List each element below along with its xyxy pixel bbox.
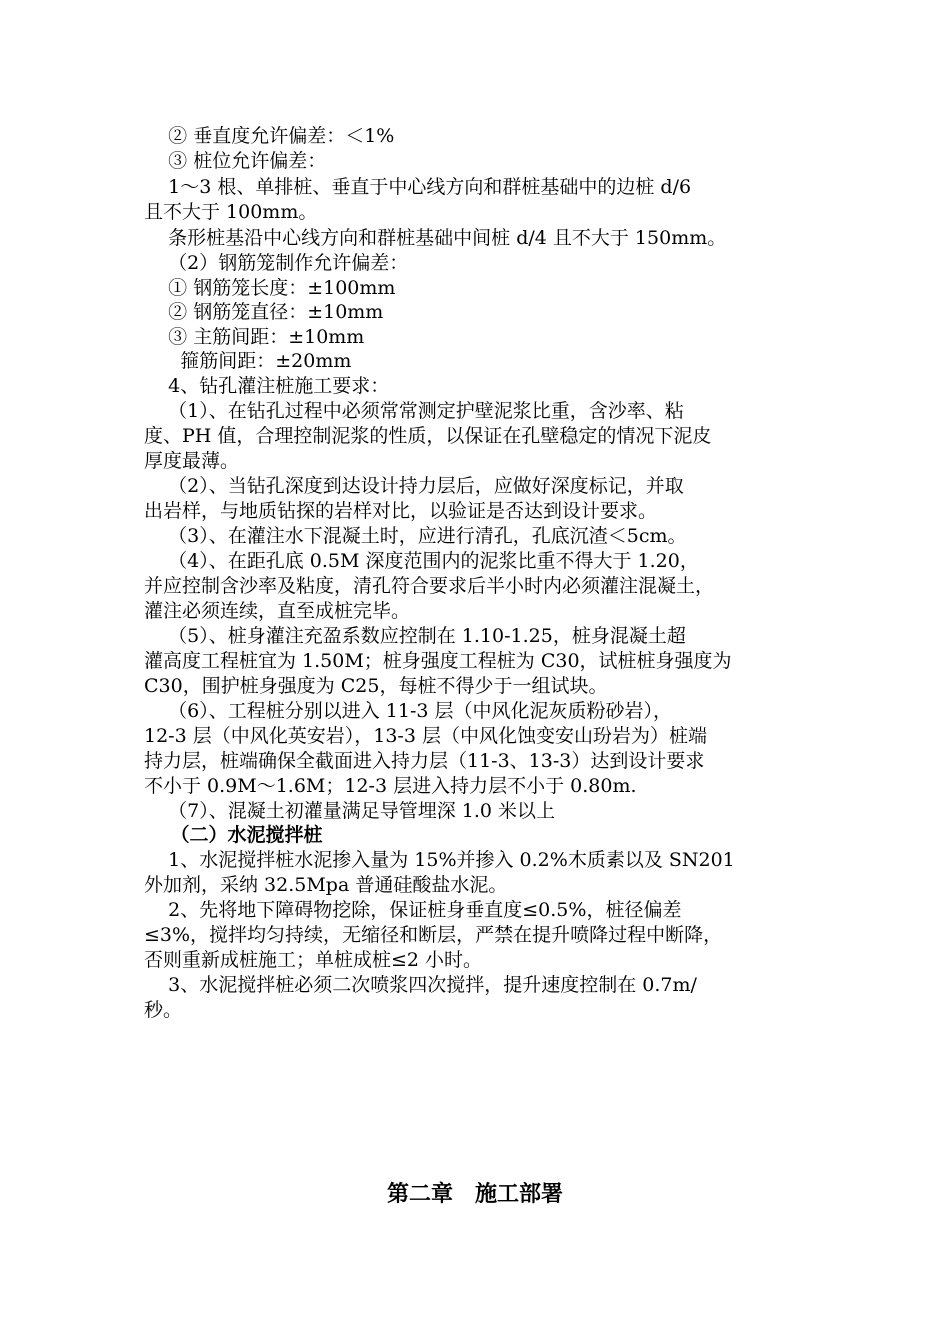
text-line: 出岩样，与地质钻探的岩样对比，以验证是否达到设计要求。 [144,500,658,522]
text-line: （4）、在距孔底 0.5M 深度范围内的泥浆比重不得大于 1.20， [144,550,699,572]
text-line: 秒。 [144,999,183,1021]
text-line: C30，围护桩身强度为 C25，每桩不得少于一组试块。 [144,675,608,697]
text-line: （6）、工程桩分别以进入 11-3 层（中风化泥灰质粉砂岩）， [144,700,673,722]
text-line: 1～3 根、单排桩、垂直于中心线方向和群桩基础中的边桩 d/6 [144,176,692,198]
text-line: 且不大于 100mm。 [144,201,318,223]
text-line: 灌高度工程桩宜为 1.50M；桩身强度工程桩为 C30，试桩桩身强度为 [144,650,732,672]
text-line: 条形桩基沿中心线方向和群桩基础中间桩 d/4 且不大于 150mm。 [144,227,727,249]
text-line: 1、水泥搅拌桩水泥掺入量为 15%并掺入 0.2%木质素以及 SN201 [144,849,735,871]
text-line: ① 钢筋笼长度：±100mm [144,277,396,299]
text-line: （1）、在钻孔过程中必须常常测定护壁泥浆比重，含沙率、粘 [144,400,684,422]
text-line: 持力层，桩端确保全截面进入持力层（11-3、13-3）达到设计要求 [144,750,705,772]
section-heading: （二）水泥搅拌桩 [144,824,323,846]
text-line: 不小于 0.9M～1.6M；12-3 层进入持力层不小于 0.80m. [144,775,637,797]
text-line: 外加剂，采纳 32.5Mpa 普通硅酸盐水泥。 [144,874,508,896]
text-line: ③ 主筋间距：±10mm [144,326,365,348]
text-line: （7）、混凝土初灌量满足导管埋深 1.0 米以上 [144,800,556,822]
text-line: （5）、桩身灌注充盈系数应控制在 1.10-1.25，桩身混凝土超 [144,625,686,647]
text-line: 3、水泥搅拌桩必须二次喷浆四次搅拌，提升速度控制在 0.7m/ [144,974,697,996]
chapter-title: 第二章 施工部署 [386,1182,563,1207]
text-line: 灌注必须连续，直至成桩完毕。 [144,600,411,622]
text-line: 箍筋间距：±20mm [144,350,352,372]
text-line: 并应控制含沙率及粘度，清孔符合要求后半小时内必须灌注混凝土， [144,575,715,597]
text-line: 否则重新成桩施工；单桩成桩≤2 小时。 [144,949,483,971]
text-line: ② 钢筋笼直径：±10mm [144,301,384,323]
text-line: （2）、当钻孔深度到达设计持力层后，应做好深度标记，并取 [144,475,684,497]
text-line: 度、PH 值，合理控制泥浆的性质，以保证在孔壁稳定的情况下泥皮 [144,425,712,447]
text-line: 厚度最薄。 [144,450,240,472]
text-line: （3）、在灌注水下混凝土时，应进行清孔，孔底沉渣＜5cm。 [144,525,687,547]
text-line: 4、钻孔灌注桩施工要求： [144,375,390,397]
text-line: ③ 桩位允许偏差： [144,150,327,172]
text-line: ≤3%，搅拌均匀持续，无缩径和断层，严禁在提升喷降过程中断降， [144,924,723,946]
text-line: 12-3 层（中风化英安岩），13-3 层（中风化蚀变安山玢岩为）桩端 [144,725,707,747]
text-line: 2、先将地下障碍物挖除，保证桩身垂直度≤0.5%，桩径偏差 [144,899,682,921]
text-line: ② 垂直度允许偏差：＜1% [144,125,395,147]
text-line: （2）钢筋笼制作允许偏差： [144,252,409,274]
